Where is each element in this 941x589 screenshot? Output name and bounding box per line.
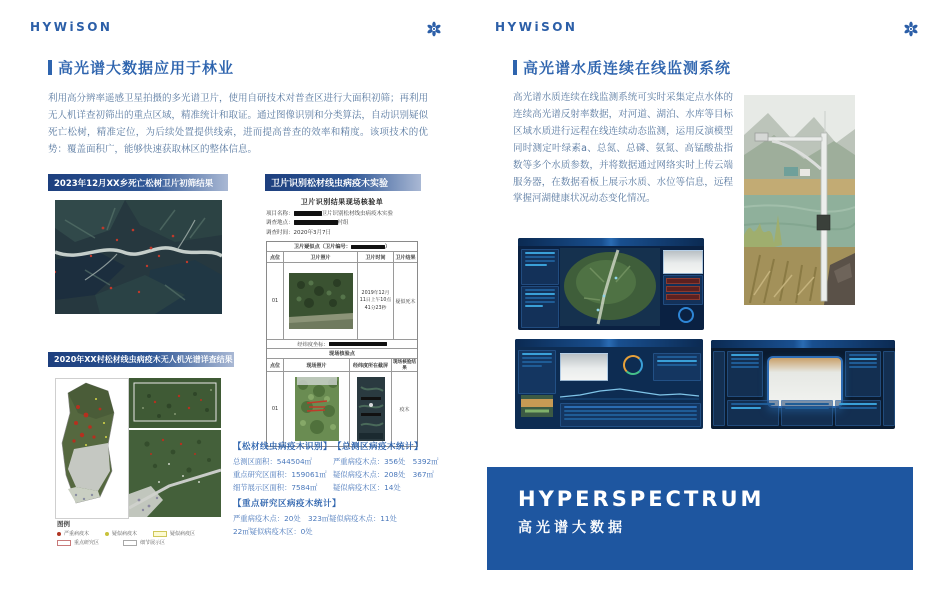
form-field-date: 调查时间：2020年3月7日 bbox=[266, 229, 332, 236]
redaction-bar bbox=[294, 220, 338, 225]
monitoring-station-photo bbox=[744, 95, 855, 305]
dashboard-line-chart bbox=[560, 383, 699, 401]
legend-item-key-area: 重点研究区 bbox=[57, 539, 99, 546]
title-accent-bar bbox=[48, 60, 52, 75]
dashboard-panel bbox=[518, 350, 556, 394]
dashboard-panel bbox=[521, 286, 559, 328]
form-table bbox=[266, 241, 418, 447]
cell-point-01: 01 bbox=[271, 298, 279, 305]
stat-line: 疑似病疫木区：14处 bbox=[333, 483, 401, 493]
title-accent-bar bbox=[513, 60, 517, 75]
cell-site-photo bbox=[283, 372, 349, 446]
form-field-location: 调查地点： 村组 bbox=[266, 220, 349, 227]
dashboard-title-bar bbox=[515, 339, 703, 347]
left-section-title bbox=[48, 57, 234, 78]
col-header-site-photo: 现场照片 bbox=[283, 359, 349, 371]
right-intro-paragraph: 高光谱水质连续在线监测系统可实时采集定点水体的连续高光谱反射率数据，对河道、湖泊、水库等目标区域水质进行远程在线连续动态监测，运用反演模型同时测定叶绿素a、总氮、总磷、氨氮、高锰酸盐指数等多个水质参数，并将数据通过网络实时上传云端服务器，在数据看板上展示水质、水位等信息，远程掌握河湖健康状况动态变化情况。 bbox=[513, 92, 733, 205]
table-section2-header: 现场核验点 bbox=[267, 349, 417, 358]
cell-satellite-result: 疑似死木 bbox=[393, 263, 417, 339]
col-header-point: 点位 bbox=[267, 252, 283, 262]
col-header-satellite-time: 卫片时间 bbox=[357, 252, 393, 262]
table-section1-header: 卫片疑似点（卫片编号： ） bbox=[267, 242, 417, 251]
drone-survey-map-detail-bottom bbox=[129, 430, 221, 517]
stat-line: 严重病疫木点：356处 5392㎡ bbox=[333, 457, 439, 466]
logo-text: HYWiSON bbox=[495, 20, 578, 34]
legend-item-detail-area: 细节展示区 bbox=[123, 539, 165, 546]
dashboard-data-table bbox=[560, 403, 701, 427]
red-box-marker bbox=[57, 540, 71, 546]
stats-identification-title: 【松材线虫病疫木识别】 bbox=[233, 442, 333, 452]
site-photo-thumbnail bbox=[295, 377, 339, 441]
redaction-bar bbox=[351, 245, 385, 249]
right-section-title-text: 高光谱水质连续在线监测系统 bbox=[523, 59, 732, 77]
dashboard-panel bbox=[653, 353, 701, 381]
satellite-photo-thumbnail bbox=[289, 273, 353, 329]
dashboard-video-wall bbox=[711, 340, 895, 429]
stats-identification bbox=[233, 440, 332, 494]
cell-coordinates-caption: 经纬度坐标： bbox=[267, 340, 417, 348]
left-intro-paragraph: 利用高分辨率遥感卫星拍摄的多光谱卫片，使用自研技术对普查区进行大面积初筛；再利用无人机详查初筛出的重点区域，精准统计和取证。通过图像识别和分类算法，自动识别疑似死亡松树，精准定位，为后续处置提供线索，进而提高普查的效率和精度。该项技术的优势：覆盖面积广，能够快速获取林区的整体信息。 bbox=[48, 93, 429, 155]
col-header-site-result: 现场核验结果 bbox=[393, 360, 416, 372]
dashboard-panel bbox=[845, 351, 881, 397]
redaction-bar bbox=[329, 342, 387, 346]
cell-point2-01: 01 bbox=[271, 406, 279, 413]
yellow-dot-marker bbox=[105, 532, 109, 536]
dashboard-gauge bbox=[678, 307, 694, 323]
dashboard-title-bar bbox=[518, 238, 704, 246]
map-screenshot-thumbnail bbox=[357, 377, 385, 441]
stat-line: 细节展示区面积：7584㎡ bbox=[233, 483, 318, 493]
satellite-screening-image bbox=[55, 200, 222, 314]
dashboard-site-photo bbox=[521, 395, 553, 417]
dashboard-side-rail bbox=[883, 351, 895, 426]
dashboard-panel bbox=[835, 400, 881, 426]
stat-line: 22㎡疑似病疫木区：0处 bbox=[233, 527, 313, 537]
drone-survey-map-detail-top bbox=[129, 378, 221, 428]
dashboard-panel bbox=[781, 400, 833, 426]
redaction-bar bbox=[294, 211, 322, 216]
aperture-icon bbox=[426, 21, 442, 37]
brand-banner-subtitle: 高光谱大数据 bbox=[518, 520, 626, 536]
col-header-coord-screenshot: 经纬度所在截屏 bbox=[349, 359, 391, 371]
drone-survey-map-overview bbox=[55, 378, 129, 519]
dashboard-camera-thumb bbox=[560, 353, 608, 381]
brand-banner-title: HYPERSPECTRUM bbox=[518, 487, 765, 511]
hywison-logo bbox=[30, 20, 112, 34]
brand-banner bbox=[487, 467, 913, 570]
verification-form bbox=[266, 197, 418, 447]
left-section-title-text: 高光谱大数据应用于林业 bbox=[58, 59, 235, 77]
legend-item-suspected-zone: 疑似病疫区 bbox=[153, 530, 195, 537]
stat-line: 疑似病疫木点：208处 367㎡ bbox=[333, 470, 434, 480]
dashboard-water-quality bbox=[515, 339, 703, 429]
stats-total-area-title: 【总测区病疫木统计】 bbox=[333, 442, 424, 452]
stat-line: 总测区面积：544504㎡ bbox=[233, 457, 312, 466]
cell-satellite-time: 2019年12月11日上午10点41分23秒 bbox=[357, 263, 393, 339]
cell-satellite-photo bbox=[283, 263, 357, 339]
dashboard-map-overview bbox=[518, 238, 704, 330]
stats-total-area bbox=[333, 440, 438, 494]
stats-key-area-title: 【重点研究区病疫木统计】 bbox=[233, 499, 342, 509]
cell-coord-screenshot bbox=[349, 372, 391, 446]
stat-line: 严重病疫木点：20处 323㎡疑似病疫木点：11处 bbox=[233, 514, 397, 523]
banner-satellite-experiment: 卫片识别松材线虫病疫木实验 bbox=[265, 174, 421, 191]
col-header-point2: 点位 bbox=[267, 359, 283, 371]
stat-line: 重点研究区面积：159061㎡ bbox=[233, 470, 327, 480]
dashboard-side-rail bbox=[713, 351, 725, 426]
legend-item-severe: 严重病疫木 bbox=[57, 530, 89, 537]
hywison-logo bbox=[495, 20, 577, 34]
dashboard-alert-panel bbox=[663, 275, 703, 305]
stats-key-area bbox=[233, 497, 397, 538]
yellow-box-marker bbox=[153, 531, 167, 537]
banner-2020-drone-survey: 2020年XX村松材线虫病疫木无人机光谱详查结果 bbox=[48, 352, 234, 367]
logo-text: HYWiSON bbox=[30, 20, 113, 34]
form-title: 卫片识别结果现场核验单 bbox=[300, 198, 384, 206]
dashboard-title-bar bbox=[711, 340, 895, 348]
dashboard-map bbox=[560, 248, 660, 326]
cell-site-result: 疫木 bbox=[391, 372, 417, 446]
map-legend bbox=[57, 519, 232, 546]
col-header-satellite-photo: 卫片照片 bbox=[283, 252, 357, 262]
dashboard-panel bbox=[727, 351, 763, 397]
dashboard-panel bbox=[727, 400, 779, 426]
banner-2023-satellite-screening: 2023年12月XX乡死亡松树卫片初筛结果 bbox=[48, 174, 228, 191]
dashboard-ring-gauge bbox=[623, 355, 643, 375]
col-header-satellite-result: 卫片结果 bbox=[393, 252, 417, 262]
white-box-marker bbox=[123, 540, 137, 546]
aperture-icon bbox=[903, 21, 919, 37]
legend-title: 图例 bbox=[57, 520, 70, 528]
right-section-title bbox=[513, 57, 731, 78]
red-dot-marker bbox=[57, 532, 61, 536]
dashboard-panel bbox=[521, 249, 559, 285]
legend-item-suspected-tree: 疑似病疫木 bbox=[105, 530, 137, 537]
form-field-project: 项目名称： 卫片识别松材线虫病疫木实验 bbox=[266, 211, 394, 217]
dashboard-camera-thumb bbox=[663, 250, 703, 274]
